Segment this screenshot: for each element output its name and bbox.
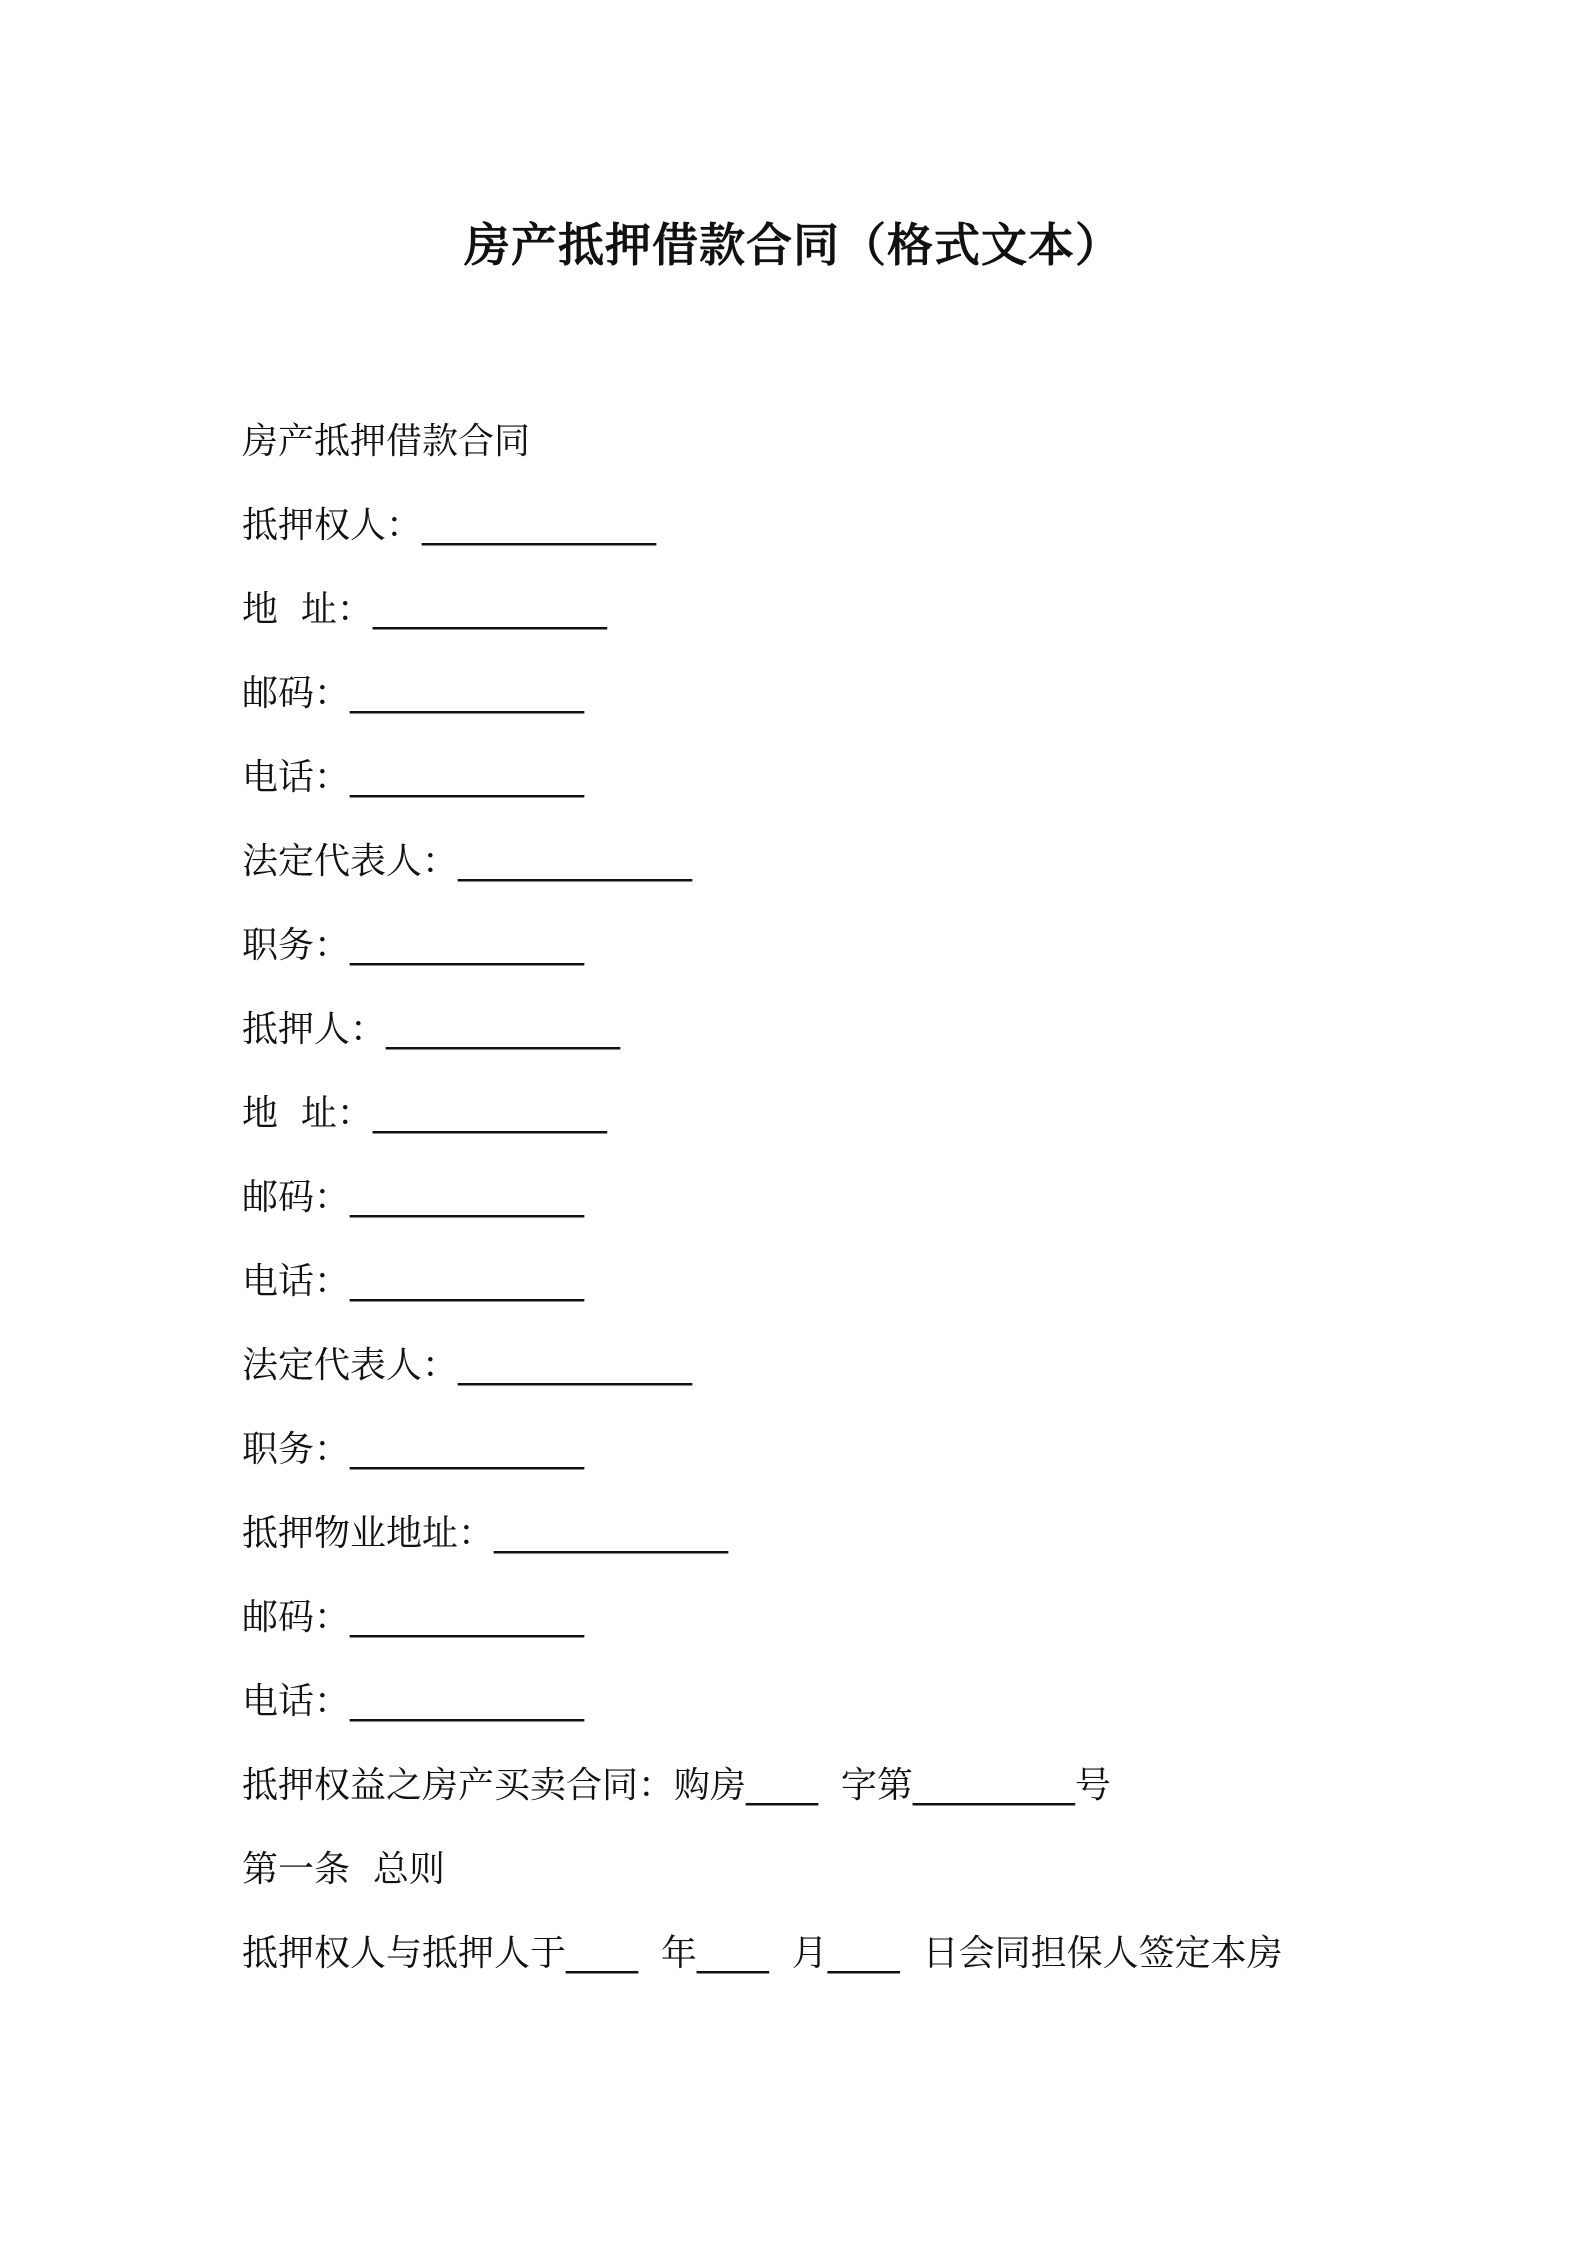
property-postcode-field: 邮码：_____________ <box>242 1597 585 1638</box>
mortgagee-postcode-field: 邮码：_____________ <box>242 673 585 714</box>
mortgagee-legal-rep-field: 法定代表人：_____________ <box>242 841 693 882</box>
mortgagee-phone-field: 电话：_____________ <box>242 757 585 798</box>
mortgagor-address-field: 地 址：_____________ <box>242 1093 607 1134</box>
property-phone-field: 电话：_____________ <box>242 1681 585 1722</box>
mortgagee-address-field: 地 址：_____________ <box>242 589 607 630</box>
mortgagor-postcode-field: 邮码：_____________ <box>242 1177 585 1218</box>
article-one-text: 抵押权人与抵押人于____ 年____ 月____ 日会同担保人签定本房 <box>242 1933 1283 1974</box>
mortgagor-legal-rep-field: 法定代表人：_____________ <box>242 1345 693 1386</box>
document-title: 房产抵押借款合同（格式文本） <box>464 218 1122 272</box>
mortgagee-field: 抵押权人：_____________ <box>242 505 657 546</box>
property-address-field: 抵押物业地址：_____________ <box>242 1513 729 1554</box>
purchase-contract-field: 抵押权益之房产买卖合同：购房____ 字第_________号 <box>242 1765 1111 1806</box>
subtitle-line: 房产抵押借款合同 <box>242 421 531 462</box>
mortgagee-position-field: 职务：_____________ <box>242 925 585 966</box>
document-body <box>242 400 1382 1996</box>
mortgagor-field: 抵押人：_____________ <box>242 1009 621 1050</box>
article-one-heading: 第一条 总则 <box>242 1849 445 1890</box>
mortgagor-position-field: 职务：_____________ <box>242 1429 585 1470</box>
mortgagor-phone-field: 电话：_____________ <box>242 1261 585 1302</box>
